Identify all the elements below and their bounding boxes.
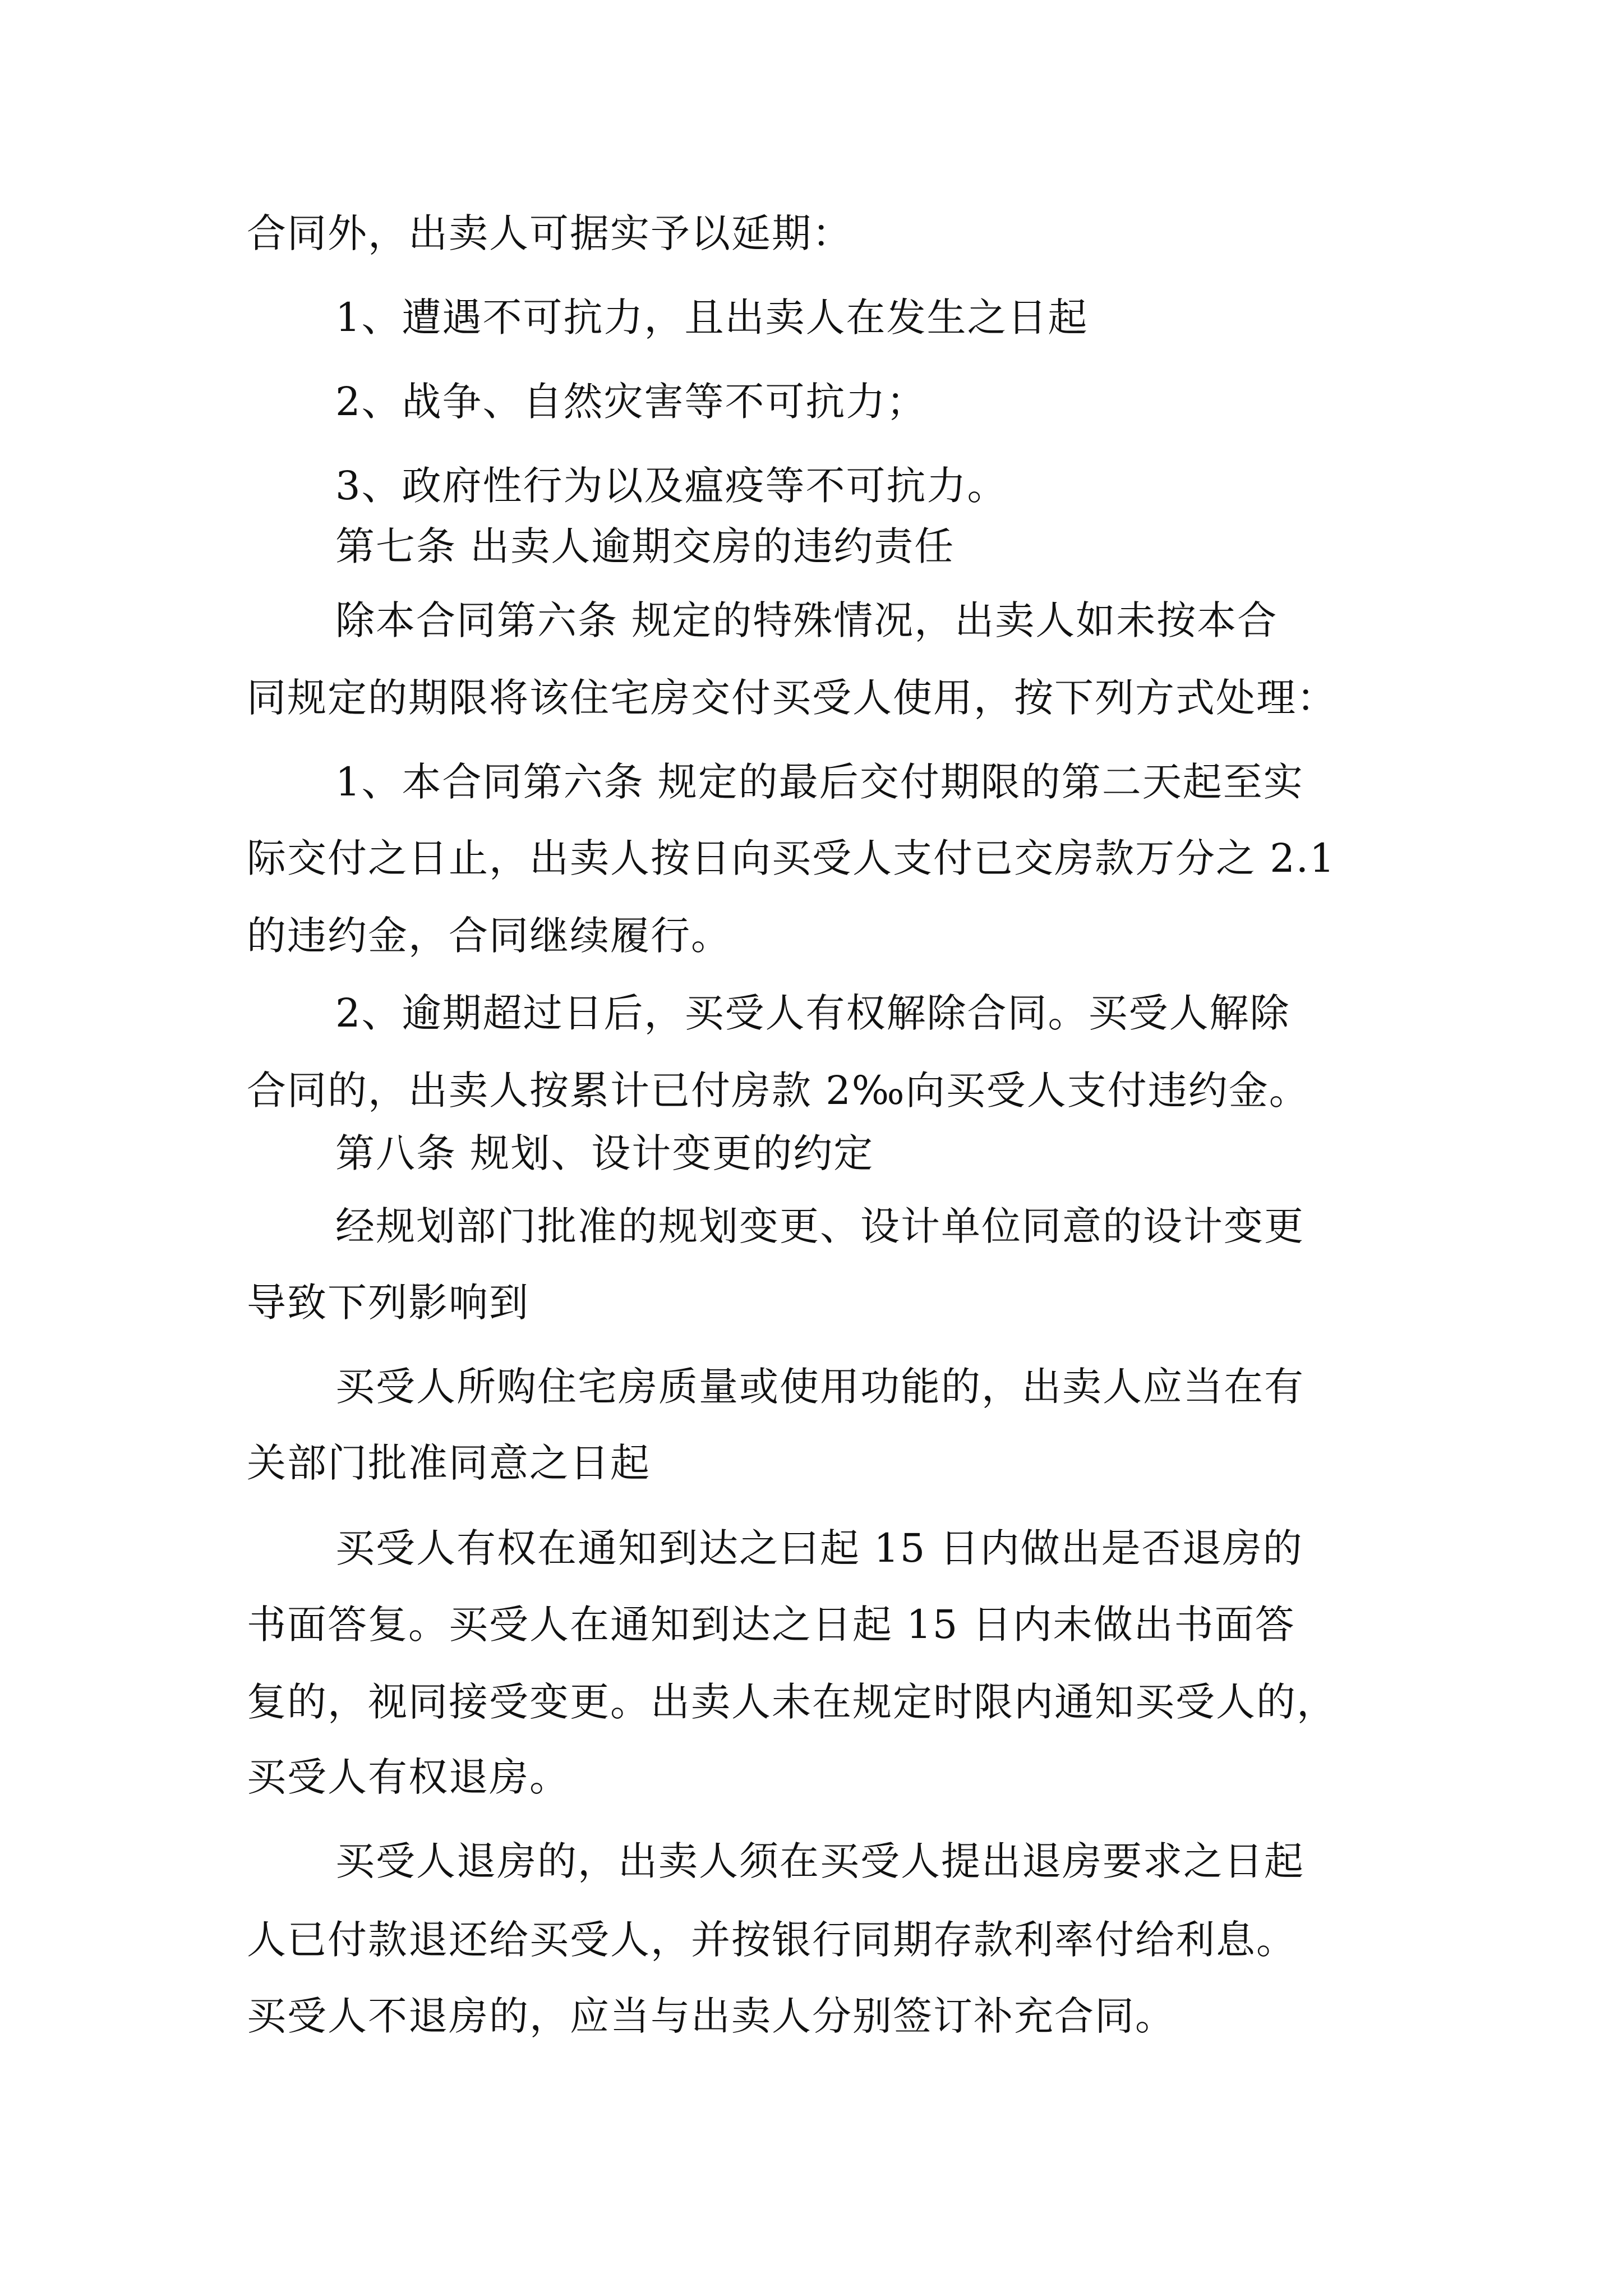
text-line: 合同外，出卖人可据实予以延期： — [247, 210, 852, 256]
text-line: 际交付之日止，出卖人按日向买受人支付已交房款万分之 2.1 — [247, 835, 1336, 881]
section-heading: 第七条 出卖人逾期交房的违约责任 — [335, 523, 955, 569]
text-line: 2、战争、自然灾害等不可抗力； — [335, 379, 927, 425]
text-line: 同规定的期限将该住宅房交付买受人使用，按下列方式处理： — [247, 675, 1337, 721]
text-line: 人已付款退还给买受人，并按银行同期存款利率付给利息。 — [247, 1917, 1297, 1963]
text-line: 的违约金，合同继续履行。 — [247, 913, 731, 959]
text-line: 复的，视同接受变更。出卖人未在规定时限内通知买受人的， — [247, 1679, 1337, 1725]
text-line: 关部门批准同意之日起 — [247, 1440, 651, 1486]
text-line: 买受人所购住宅房质量或使用功能的，出卖人应当在有 — [335, 1364, 1304, 1410]
text-line: 书面答复。买受人在通知到达之日起 15 日内未做出书面答 — [247, 1602, 1295, 1648]
text-line: 导致下列影响到 — [247, 1280, 529, 1326]
section-heading: 第八条 规划、设计变更的约定 — [335, 1130, 874, 1176]
text-line: 1、遭遇不可抗力，且出卖人在发生之日起 — [335, 295, 1089, 341]
text-line: 买受人有权在通知到达之曰起 15 日内做出是否退房的 — [335, 1525, 1303, 1571]
text-line: 1、本合同第六条 规定的最后交付期限的第二天起至实 — [335, 759, 1304, 805]
text-line: 经规划部门批准的规划变更、设计单位同意的设计变更 — [335, 1203, 1304, 1249]
text-line: 买受人退房的，出卖人须在买受人提出退房要求之日起 — [335, 1838, 1304, 1884]
text-line: 2、逾期超过日后，买受人有权解除合同。买受人解除 — [335, 990, 1290, 1036]
text-line: 买受人不退房的，应当与出卖人分别签订补充合同。 — [247, 1993, 1175, 2039]
text-line: 除本合同第六条 规定的特殊情况，出卖人如未按本合 — [335, 597, 1278, 643]
text-line: 买受人有权退房。 — [247, 1754, 570, 1800]
text-line: 合同的，出卖人按累计已付房款 2‰向买受人支付违约金。 — [247, 1068, 1310, 1114]
text-line: 3、政府性行为以及瘟疫等不可抗力。 — [335, 463, 1008, 509]
